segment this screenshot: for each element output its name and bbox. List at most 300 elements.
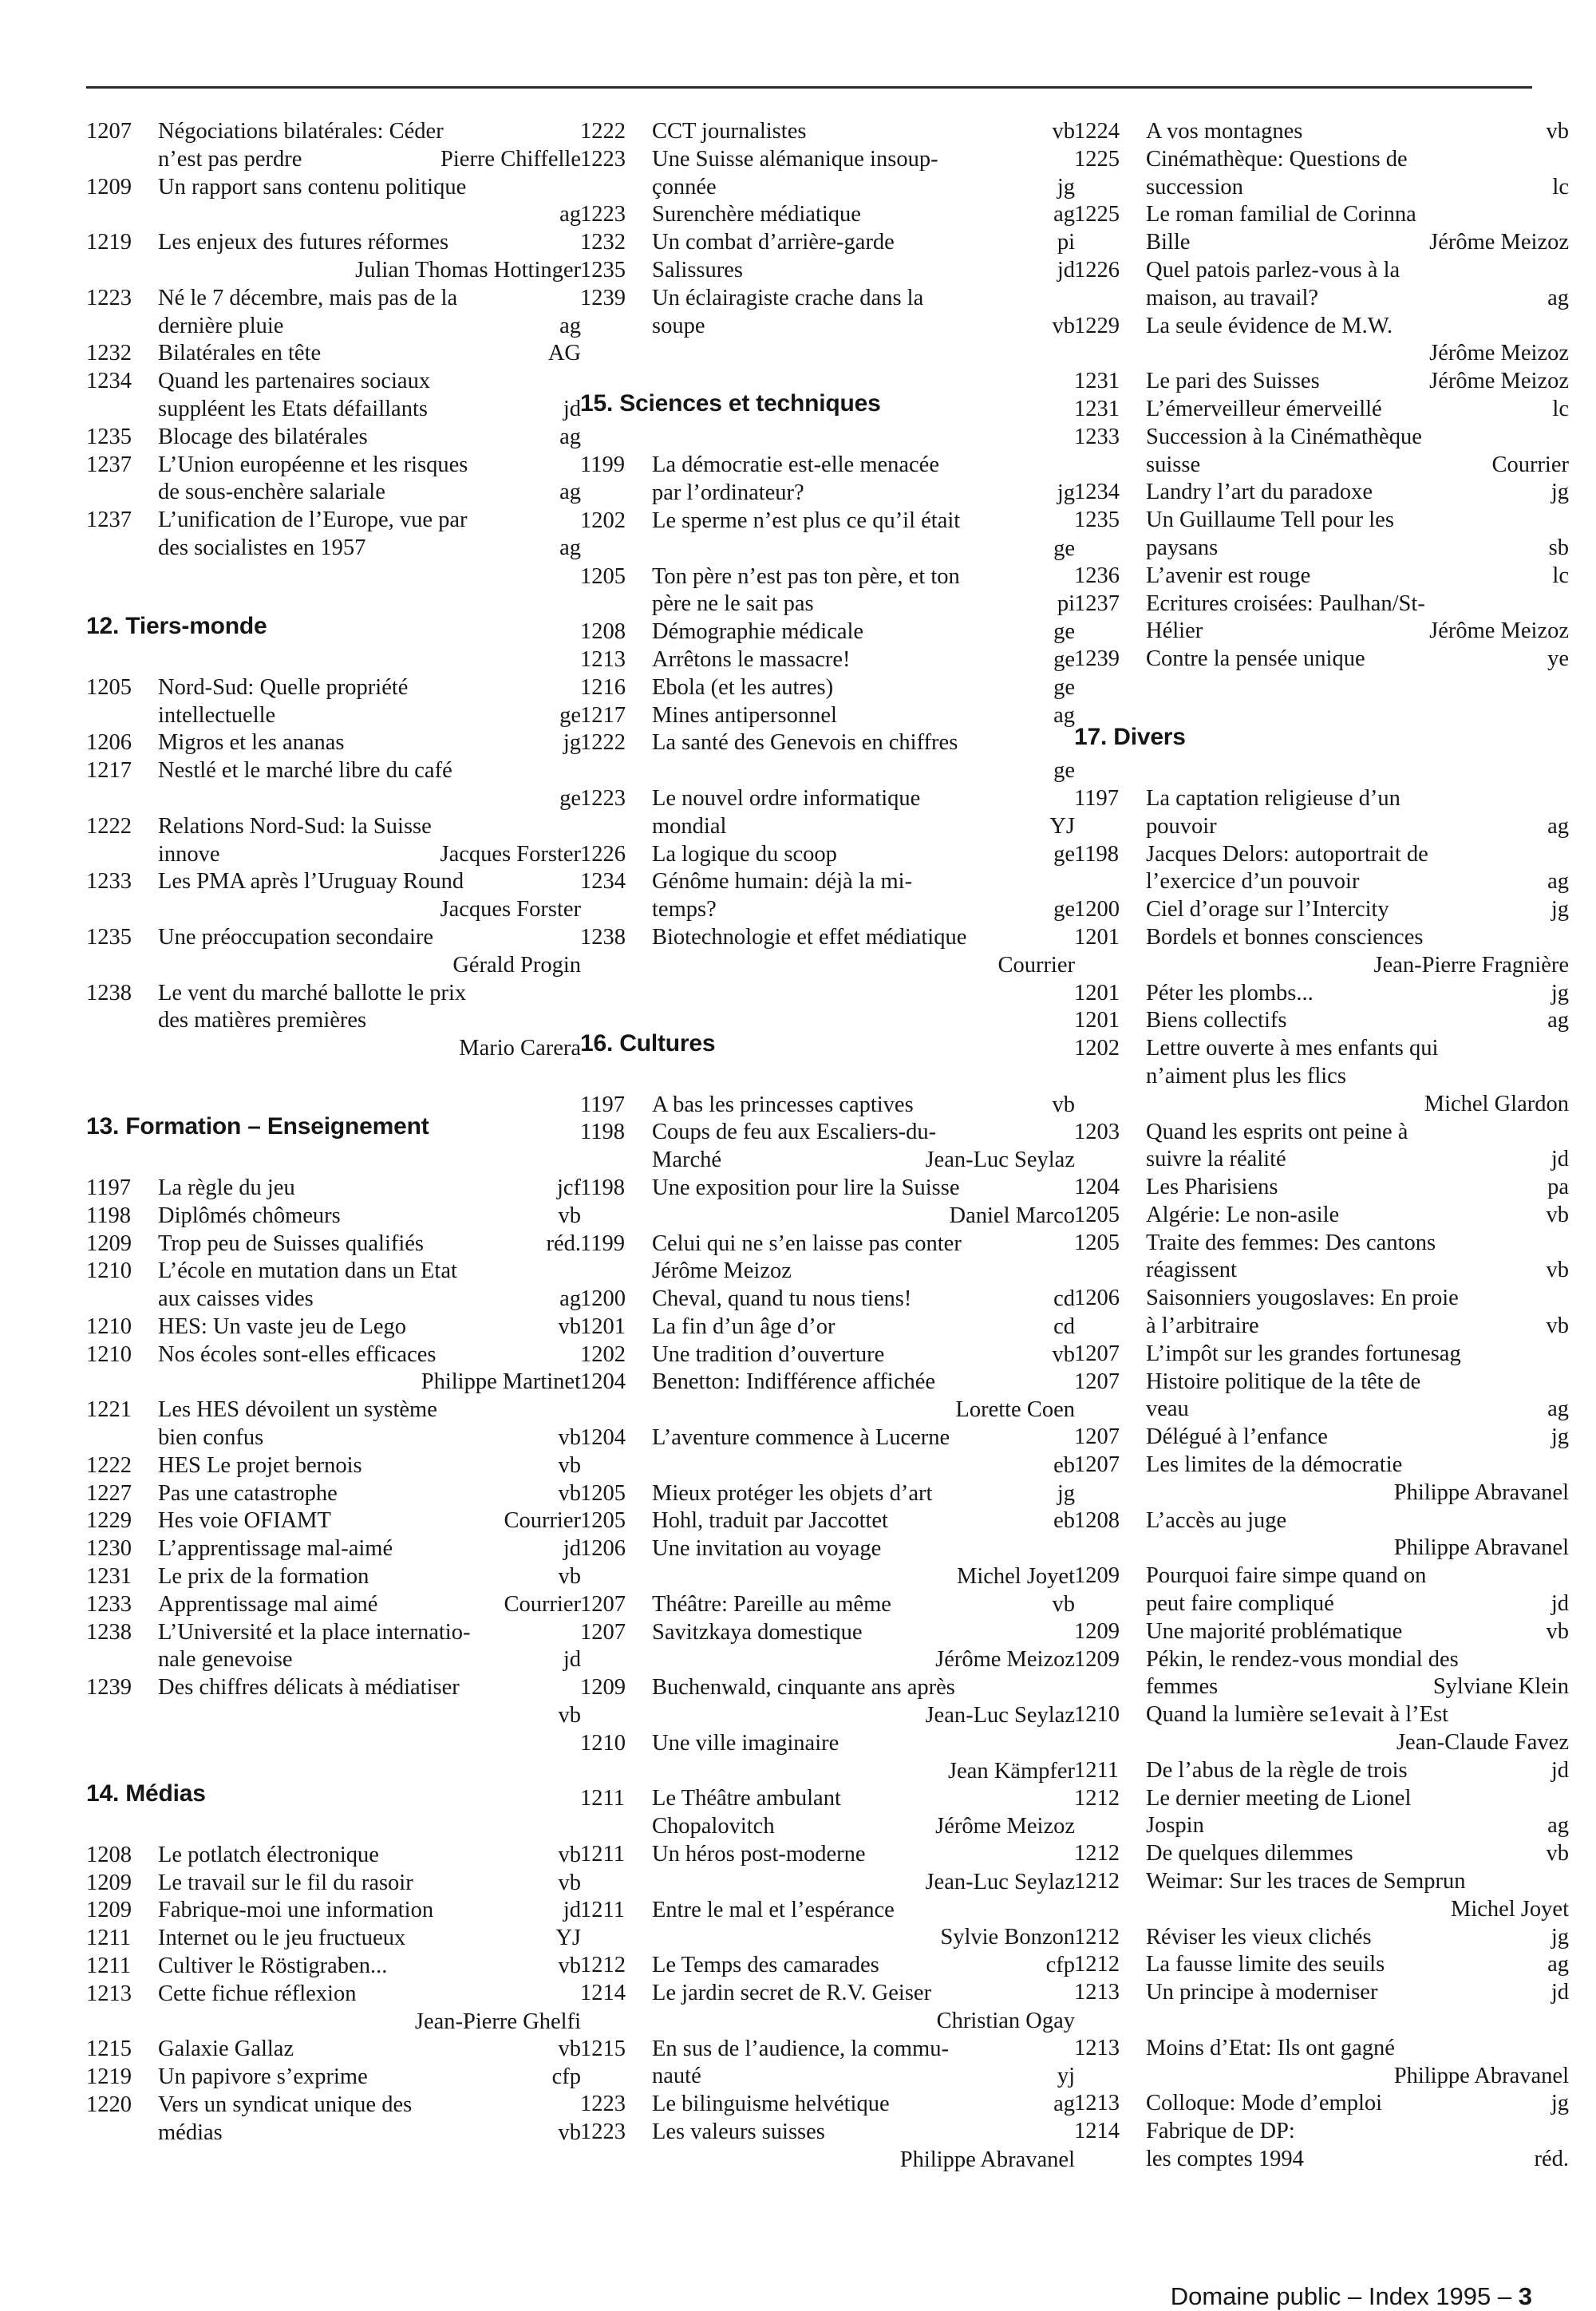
entry-body: [1146, 1979, 1569, 2007]
entry-body: [1146, 2118, 1569, 2174]
article-title: La démocratie est-elle menacée: [652, 452, 939, 478]
issue-number: 1202: [580, 1341, 626, 1367]
author: Jérôme Meizoz: [1429, 230, 1569, 255]
article-title: Hes voie OFIAMT: [158, 1508, 331, 1534]
entry-body: [652, 1286, 1075, 1314]
entry-line: [158, 1507, 581, 1535]
entry-line: [652, 1231, 1075, 1258]
article-title: suisse: [1146, 452, 1201, 477]
author: jg: [1551, 980, 1569, 1005]
entry-body: [158, 1981, 581, 2036]
article-title: Le prix de la formation: [158, 1564, 369, 1590]
author: Jérôme Meizoz: [1429, 341, 1569, 366]
article-title: Pourquoi faire simpe quand on: [1146, 1563, 1427, 1589]
article-title: L’impôt sur les grandes fortunesag: [1146, 1341, 1461, 1366]
article-title: n’aiment plus les flics: [1146, 1063, 1346, 1088]
issue-number: 1200: [580, 1286, 626, 1312]
author: Michel Joyet: [956, 1564, 1075, 1590]
entry-line: [652, 1646, 1075, 1674]
entry-line: [1146, 2035, 1569, 2063]
article-title: aux caisses vides: [158, 1286, 314, 1312]
entry-line: [158, 896, 581, 924]
entry-body: [158, 2064, 581, 2092]
author: jd: [563, 396, 581, 421]
article-title: Négociations bilatérales: Céder: [158, 119, 444, 144]
author: jg: [1551, 897, 1569, 922]
index-entry: [1074, 1230, 1569, 1286]
entry-line: [652, 813, 1075, 841]
article-title: Bordels et bonnes consciences: [1146, 924, 1424, 950]
issue-number: 1201: [1074, 1008, 1120, 1033]
article-title: Pékin, le rendez-vous mondial des: [1146, 1646, 1459, 1672]
entry-line: [652, 1702, 1075, 1730]
article-title: La santé des Genevois en chiffres: [652, 730, 958, 756]
article-title: Le Temps des camarades: [652, 1953, 879, 1978]
entry-line: [158, 1341, 581, 1369]
article-title: L’école en mutation dans un Etat: [158, 1258, 457, 1284]
entry-line: [158, 368, 581, 396]
index-entry: [580, 618, 1075, 646]
article-title: Hohl, traduit par Jaccottet: [652, 1508, 888, 1534]
author: Jérôme Meizoz: [1429, 618, 1569, 644]
author: AG: [547, 341, 581, 366]
author: YJ: [555, 1926, 581, 1951]
index-entry: [1074, 118, 1569, 146]
issue-number: 1200: [1074, 897, 1120, 922]
author: ge: [1053, 646, 1075, 672]
issue-number: 1235: [1074, 508, 1120, 533]
article-title: L’accès au juge: [1146, 1507, 1287, 1533]
issue-number: 1219: [86, 2064, 132, 2090]
entry-line: [158, 340, 581, 368]
author: vb: [1546, 1202, 1569, 1227]
author: vb: [1546, 1258, 1569, 1283]
issue-number: 1209: [86, 1231, 132, 1256]
entry-line: [652, 729, 1075, 757]
author: Lorette Coen: [955, 1397, 1075, 1423]
author: vb: [558, 2036, 581, 2062]
index-entry: [1074, 1701, 1569, 1757]
index-entry: [86, 924, 581, 980]
index-entry: [1074, 1785, 1569, 1841]
article-title: Le pari des Suisses: [1146, 369, 1320, 394]
issue-number: 1223: [580, 2119, 626, 2144]
issue-number: 1237: [86, 452, 132, 477]
issue-number: 1211: [580, 1786, 625, 1811]
entry-line: [158, 1314, 581, 1341]
issue-number: 1209: [1074, 1618, 1120, 1644]
entry-body: [158, 174, 581, 230]
entry-body: [652, 674, 1075, 702]
index-entry: [580, 1480, 1075, 1508]
entry-line: [652, 1785, 1075, 1813]
issue-number: 1212: [1074, 1952, 1120, 1977]
entry-line: [1146, 424, 1569, 452]
article-title: Cheval, quand tu nous tiens!: [652, 1286, 912, 1312]
issue-number: 1208: [580, 619, 626, 645]
entry-body: [652, 868, 1075, 924]
issue-number: 1232: [580, 230, 626, 255]
issue-number: 1213: [1074, 2091, 1120, 2116]
article-title: Nestlé et le marché libre du café: [158, 758, 452, 784]
entry-line: [158, 841, 581, 869]
article-title: Une invitation au voyage: [652, 1536, 882, 1562]
entry-line: [652, 1175, 1075, 1203]
entry-body: [158, 924, 581, 980]
issue-number: 1219: [86, 230, 132, 255]
entry-line: [158, 1480, 581, 1508]
issue-number: 1237: [1074, 591, 1120, 616]
article-title: Ciel d’orage sur l’Intercity: [1146, 897, 1389, 922]
entry-line: [158, 1258, 581, 1286]
article-title: La logique du scoop: [652, 841, 837, 867]
issue-number: 1225: [1074, 146, 1120, 172]
entry-body: [158, 1953, 581, 1981]
author: réd.: [546, 1231, 581, 1256]
issue-number: 1213: [1074, 1980, 1120, 2005]
index-entry: [1074, 563, 1569, 591]
author: vb: [558, 1703, 581, 1728]
author: Jean-Pierre Fragnière: [1373, 952, 1569, 978]
article-title: Des chiffres délicats à médiatiser: [158, 1675, 460, 1701]
entry-line: [1146, 1091, 1569, 1119]
entry-line: [1146, 868, 1569, 896]
issue-number: 1205: [580, 1480, 626, 1506]
author: jg: [1057, 174, 1075, 199]
index-entry: [86, 340, 581, 368]
issue-number: 1202: [580, 508, 626, 533]
article-title: Biotechnologie et effet médiatique: [652, 924, 967, 950]
index-entry: [1074, 257, 1569, 313]
author: sb: [1548, 535, 1569, 560]
entry-body: [652, 729, 1075, 785]
index-entry: [86, 1591, 581, 1619]
issue-number: 1211: [580, 1897, 625, 1922]
issue-number: 1212: [580, 1953, 626, 1978]
entry-body: [1146, 1562, 1569, 1618]
article-title: Quel patois parlez-vous à la: [1146, 257, 1400, 282]
author: Jean-Luc Seylaz: [925, 1148, 1075, 1173]
author: Philippe Abravanel: [899, 2147, 1075, 2172]
entry-line: [158, 1842, 581, 1870]
index-entry: [580, 229, 1075, 257]
entry-line: [158, 146, 581, 174]
index-column-3: [1074, 118, 1569, 2174]
index-entry: [580, 1535, 1075, 1591]
index-entry: [86, 1341, 581, 1397]
index-entry: [86, 507, 581, 563]
index-entry: [1074, 924, 1569, 980]
article-title: Une ville imaginaire: [652, 1730, 839, 1756]
entry-body: [1146, 313, 1569, 369]
index-entry: [1074, 1369, 1569, 1424]
entry-body: [652, 257, 1075, 285]
author: vb: [558, 1480, 581, 1506]
entry-line: [1146, 1174, 1569, 1202]
entry-body: [652, 2119, 1075, 2175]
entry-line: [1146, 452, 1569, 480]
issue-number: 1207: [1074, 1424, 1120, 1450]
entry-body: [158, 813, 581, 869]
index-entry: [86, 1897, 581, 1925]
index-column-2: [580, 118, 1075, 2175]
entry-body: [652, 1619, 1075, 1675]
entry-body: [158, 2092, 581, 2147]
entry-body: [652, 1785, 1075, 1841]
entry-line: [1146, 1202, 1569, 1230]
entry-line: [158, 229, 581, 257]
section-heading: 14. Médias: [86, 1780, 206, 1807]
article-title: L’apprentissage mal-aimé: [158, 1536, 393, 1562]
entry-body: [1146, 1701, 1569, 1757]
entry-line: [158, 1286, 581, 1314]
author: cfp: [1045, 1953, 1075, 1978]
entry-body: [1146, 785, 1569, 841]
article-title: mondial: [652, 813, 727, 839]
entry-line: [652, 2036, 1075, 2064]
author: jg: [1057, 480, 1075, 506]
issue-number: 1197: [86, 1175, 131, 1200]
entry-body: [1146, 1951, 1569, 1979]
index-entry: [580, 2036, 1075, 2092]
entry-line: [652, 1758, 1075, 1786]
entry-line: [158, 1231, 581, 1258]
entry-body: [158, 1480, 581, 1508]
issue-number: 1210: [86, 1314, 132, 1339]
entry-body: [1146, 563, 1569, 591]
entry-line: [1146, 1701, 1569, 1729]
entry-line: [1146, 1812, 1569, 1840]
article-title: par l’ordinateur?: [652, 480, 804, 506]
entry-line: [652, 1674, 1075, 1702]
entry-line: [1146, 396, 1569, 424]
article-title: Landry l’art du paradoxe: [1146, 480, 1373, 505]
article-title: Contre la pensée unique: [1146, 646, 1365, 672]
index-entry: [86, 1563, 581, 1591]
issue-number: 1222: [86, 813, 132, 839]
author: Christian Ogay: [936, 2008, 1075, 2033]
article-title: Algérie: Le non-asile: [1146, 1202, 1340, 1227]
entry-line: [158, 1702, 581, 1730]
entry-body: [652, 1231, 1075, 1286]
entry-line: [652, 1730, 1075, 1758]
entry-body: [1146, 1035, 1569, 1118]
entry-line: [158, 1870, 581, 1898]
entry-body: [1146, 1424, 1569, 1452]
article-title: Moins d’Etat: Ils ont gagné: [1146, 2035, 1395, 2060]
article-title: Apprentissage mal aimé: [158, 1591, 378, 1617]
entry-line: [652, 591, 1075, 618]
issue-number: 1204: [580, 1425, 626, 1451]
issue-number: 1217: [580, 702, 626, 728]
index-entry: [1074, 201, 1569, 257]
entry-body: [652, 2036, 1075, 2092]
author: Jérôme Meizoz: [1429, 369, 1569, 394]
entry-body: [652, 452, 1075, 508]
entry-body: [1146, 479, 1569, 507]
issue-number: 1223: [580, 146, 626, 172]
index-entry: [1074, 479, 1569, 507]
index-entry: [1074, 1618, 1569, 1646]
issue-number: 1226: [1074, 257, 1120, 282]
entry-line: [158, 1981, 581, 2009]
entry-line: [1146, 1924, 1569, 1952]
entry-line: [158, 1674, 581, 1702]
entry-body: [652, 1507, 1075, 1535]
entry-line: [158, 1953, 581, 1981]
issue-number: 1229: [86, 1508, 132, 1534]
issue-number: 1209: [580, 1675, 626, 1701]
author: eb: [1053, 1508, 1075, 1534]
index-column-1: [86, 118, 581, 2147]
entry-line: [652, 618, 1075, 646]
entry-line: [1146, 1341, 1569, 1369]
entry-body: [652, 1980, 1075, 2036]
article-title: Marché: [652, 1148, 722, 1173]
issue-number: 1229: [1074, 313, 1120, 338]
entry-line: [1146, 1757, 1569, 1785]
issue-number: 1205: [86, 674, 132, 700]
article-title: père ne le sait pas: [652, 591, 814, 617]
author: jd: [563, 1536, 581, 1562]
entry-line: [652, 1286, 1075, 1314]
issue-number: 1205: [580, 563, 626, 589]
entry-body: [158, 1591, 581, 1619]
author: ge: [1053, 674, 1075, 700]
entry-line: [1146, 1535, 1569, 1562]
entry-body: [652, 201, 1075, 229]
article-title: Coups de feu aux Escaliers-du-: [652, 1120, 937, 1145]
issue-number: 1233: [1074, 424, 1120, 449]
article-title: Hélier: [1146, 618, 1203, 644]
index-entry: [86, 1507, 581, 1535]
article-title: Mines antipersonnel: [652, 702, 837, 728]
entry-body: [158, 1870, 581, 1898]
entry-line: [652, 1897, 1075, 1925]
entry-line: [1146, 1729, 1569, 1757]
entry-line: [652, 257, 1075, 285]
article-title: maison, au travail?: [1146, 285, 1319, 310]
entry-line: [1146, 174, 1569, 202]
entry-line: [652, 1869, 1075, 1897]
entry-line: [1146, 257, 1569, 285]
entry-line: [158, 757, 581, 785]
entry-line: [1146, 1063, 1569, 1091]
index-entry: [580, 201, 1075, 229]
author: Pierre Chiffelle: [440, 146, 581, 172]
entry-body: [158, 1897, 581, 1925]
entry-body: [1146, 507, 1569, 563]
index-entry: [86, 674, 581, 730]
entry-body: [652, 924, 1075, 980]
entry-line: [158, 924, 581, 952]
entry-line: [158, 535, 581, 563]
entry-line: [652, 1813, 1075, 1841]
entry-line: [652, 841, 1075, 869]
entry-line: [158, 2064, 581, 2092]
issue-number: 1209: [86, 1870, 132, 1895]
entry-body: [158, 1231, 581, 1258]
author: vb: [1052, 1591, 1075, 1617]
entry-line: [158, 1175, 581, 1203]
entry-body: [1146, 118, 1569, 146]
entry-line: [652, 1452, 1075, 1480]
issue-number: 1231: [1074, 369, 1120, 394]
article-title: çonnée: [652, 174, 717, 199]
index-entry: [580, 508, 1075, 563]
issue-number: 1198: [86, 1203, 131, 1228]
index-entry: [1074, 1868, 1569, 1924]
article-title: Démographie médicale: [652, 619, 864, 645]
author: ag: [559, 480, 581, 505]
article-title: suppléent les Etats défaillants: [158, 396, 428, 421]
entry-line: [1146, 146, 1569, 174]
entry-line: [652, 674, 1075, 702]
issue-number: 1205: [1074, 1230, 1120, 1255]
article-title: La seule évidence de M.W.: [1146, 313, 1393, 338]
entry-line: [652, 563, 1075, 591]
entry-body: [1146, 201, 1569, 257]
entry-line: [652, 480, 1075, 508]
index-entry: [86, 1314, 581, 1341]
article-title: Les valeurs suisses: [652, 2119, 825, 2144]
article-title: Blocage des bilatérales: [158, 424, 368, 449]
issue-number: 1211: [1074, 1757, 1119, 1783]
author: ge: [1053, 535, 1075, 561]
entry-body: [1146, 1202, 1569, 1230]
issue-number: 1207: [580, 1591, 626, 1617]
article-title: CCT journalistes: [652, 119, 807, 144]
article-title: L’aventure commence à Lucerne: [652, 1425, 950, 1451]
issue-number: 1234: [86, 369, 132, 394]
entry-body: [1146, 1341, 1569, 1369]
entry-line: [652, 1119, 1075, 1147]
entry-line: [158, 1452, 581, 1480]
article-title: L’unification de l’Europe, vue par: [158, 508, 468, 533]
article-title: dernière pluie: [158, 313, 284, 338]
index-entry: [86, 229, 581, 285]
entry-line: [1146, 1840, 1569, 1868]
entry-body: [652, 785, 1075, 841]
issue-number: 1225: [1074, 202, 1120, 227]
entry-body: [652, 1175, 1075, 1231]
entry-line: [652, 2147, 1075, 2175]
author: vb: [1546, 1841, 1569, 1867]
issue-number: 1205: [580, 1508, 626, 1534]
article-title: nale genevoise: [158, 1647, 293, 1673]
author: ag: [559, 1286, 581, 1312]
entry-body: [1146, 924, 1569, 980]
article-title: De quelques dilemmes: [1146, 1841, 1353, 1867]
author: cd: [1053, 1286, 1075, 1312]
article-title: réagissent: [1146, 1258, 1237, 1283]
entry-line: [652, 1535, 1075, 1563]
author: vb: [558, 1452, 581, 1478]
entry-line: [1146, 229, 1569, 257]
index-entry: [580, 1619, 1075, 1675]
entry-body: [652, 1841, 1075, 1897]
author: ag: [1053, 202, 1075, 227]
index-entry: [1074, 1202, 1569, 1230]
index-entry: [86, 757, 581, 813]
article-title: Lettre ouverte à mes enfants qui: [1146, 1036, 1439, 1061]
author: lc: [1552, 174, 1569, 199]
issue-number: 1234: [580, 869, 626, 895]
article-title: pouvoir: [1146, 813, 1217, 839]
article-title: Bilatérales en tête: [158, 341, 322, 366]
issue-number: 1233: [86, 869, 132, 895]
article-title: Une Suisse alémanique insoup-: [652, 146, 938, 172]
